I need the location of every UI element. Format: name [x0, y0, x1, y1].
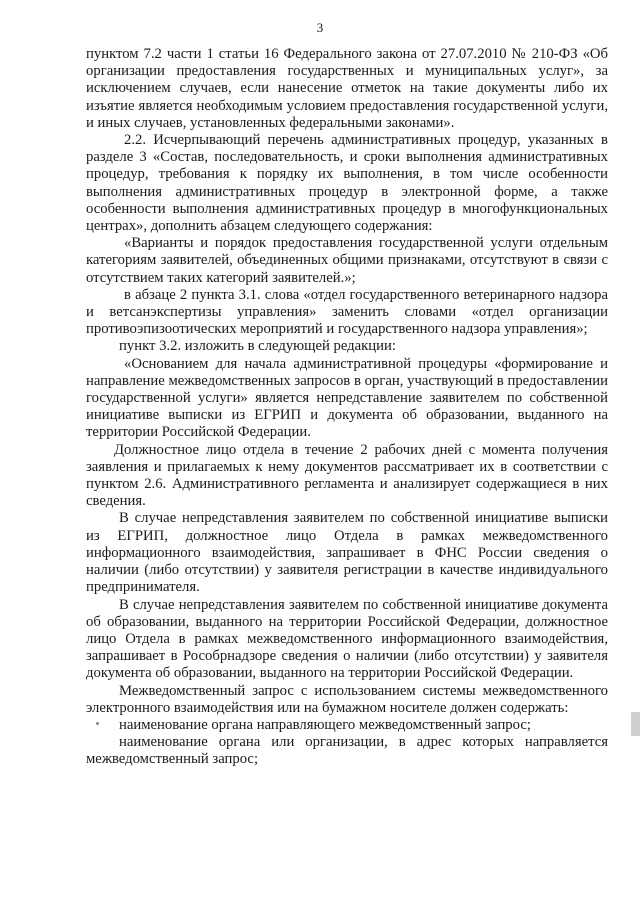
list-item-sender: наименование органа направляющего межведомственный запрос; — [119, 716, 531, 733]
paragraph-3-2-intro: пункт 3.2. изложить в следующей редакции: — [119, 338, 396, 355]
paragraph-egrip-request: В случае непредставления заявителем по собственной инициативе выписки из ЕГРИП, должностное лицо Отдела в рамках межведомственного информационного взаимодействия, запрашивает в ФНС России сведения о наличии (либо отсутствии) у заявителя регистрации в качестве индивидуального предпринимателя. — [86, 510, 608, 596]
paragraph-official-review: Должностное лицо отдела в течение 2 рабочих дней с момента получения заявления и прилагаемых к нему документов рассматривает их в соответствии с пунктом 2.6. Административного регламента и анализирует содержащиеся в них сведения. — [86, 441, 608, 510]
paragraph-quote-variants: «Варианты и порядок предоставления государственной услуги отдельным категориям заявителей, объединенных общими признаками, отсутствуют в связи с отсутствием таких категорий заявителей.»; — [86, 235, 608, 286]
scan-edge-mark — [631, 712, 640, 736]
paragraph-3-1-amendment: в абзаце 2 пункта 3.1. слова «отдел государственного ветеринарного надзора и ветсанэкспертизы управления» заменить словами «отдел организации противоэпизоотических мероприятий и государственного надзора управления»; — [86, 286, 608, 338]
paragraph-2-2: 2.2. Исчерпывающий перечень административных процедур, указанных в разделе 3 «Состав, последовательность, и сроки выполнения административных процедур, требования к порядку их выполнения, в том числе особенности выполнения административных процедур в электронной форме, а также особенности выполнения административных процедур в многофункциональных центрах», дополнить абзацем следующего содержания: — [86, 132, 608, 235]
paragraph-education-request: В случае непредставления заявителем по собственной инициативе документа об образовании, выданного на территории Российской Федерации, должностное лицо Отдела в рамках межведомственного информационного взаимодействия, запрашивает в Рособрнадзоре сведения о наличии (либо отсутствии) у заявителя документа об образовании, выданного на территории Российской Федерации. — [86, 596, 608, 682]
paragraph-request-contents: Межведомственный запрос с использованием системы межведомственного электронного взаимодействия или на бумажном носителе должен содержать: — [86, 682, 608, 716]
document-body — [86, 46, 608, 769]
paragraph-continuation: пунктом 7.2 части 1 статьи 16 Федерального закона от 27.07.2010 № 210-ФЗ «Об организации предоставления государственных и муниципальных услуг», за исключением случаев, если нанесение отметок на такие документы либо их изъятие является необходимым условием предоставления государственной услуги, и иных случаев, установленных федеральными законами». — [86, 46, 608, 131]
scan-dot-mark — [96, 722, 99, 725]
paragraph-grounds: «Основанием для начала административной процедуры «формирование и направление межведомственных запросов в орган, участвующий в предоставлении государственной услуги» является непредставление заявителем по собственной инициативе выписки из ЕГРИП и документа об образовании, выданного на территории Российской Федерации. — [86, 355, 608, 441]
page-number: 3 — [316, 20, 324, 35]
list-item-recipient: наименование органа или организации, в адрес которых направляется межведомственный запрос; — [86, 734, 608, 768]
